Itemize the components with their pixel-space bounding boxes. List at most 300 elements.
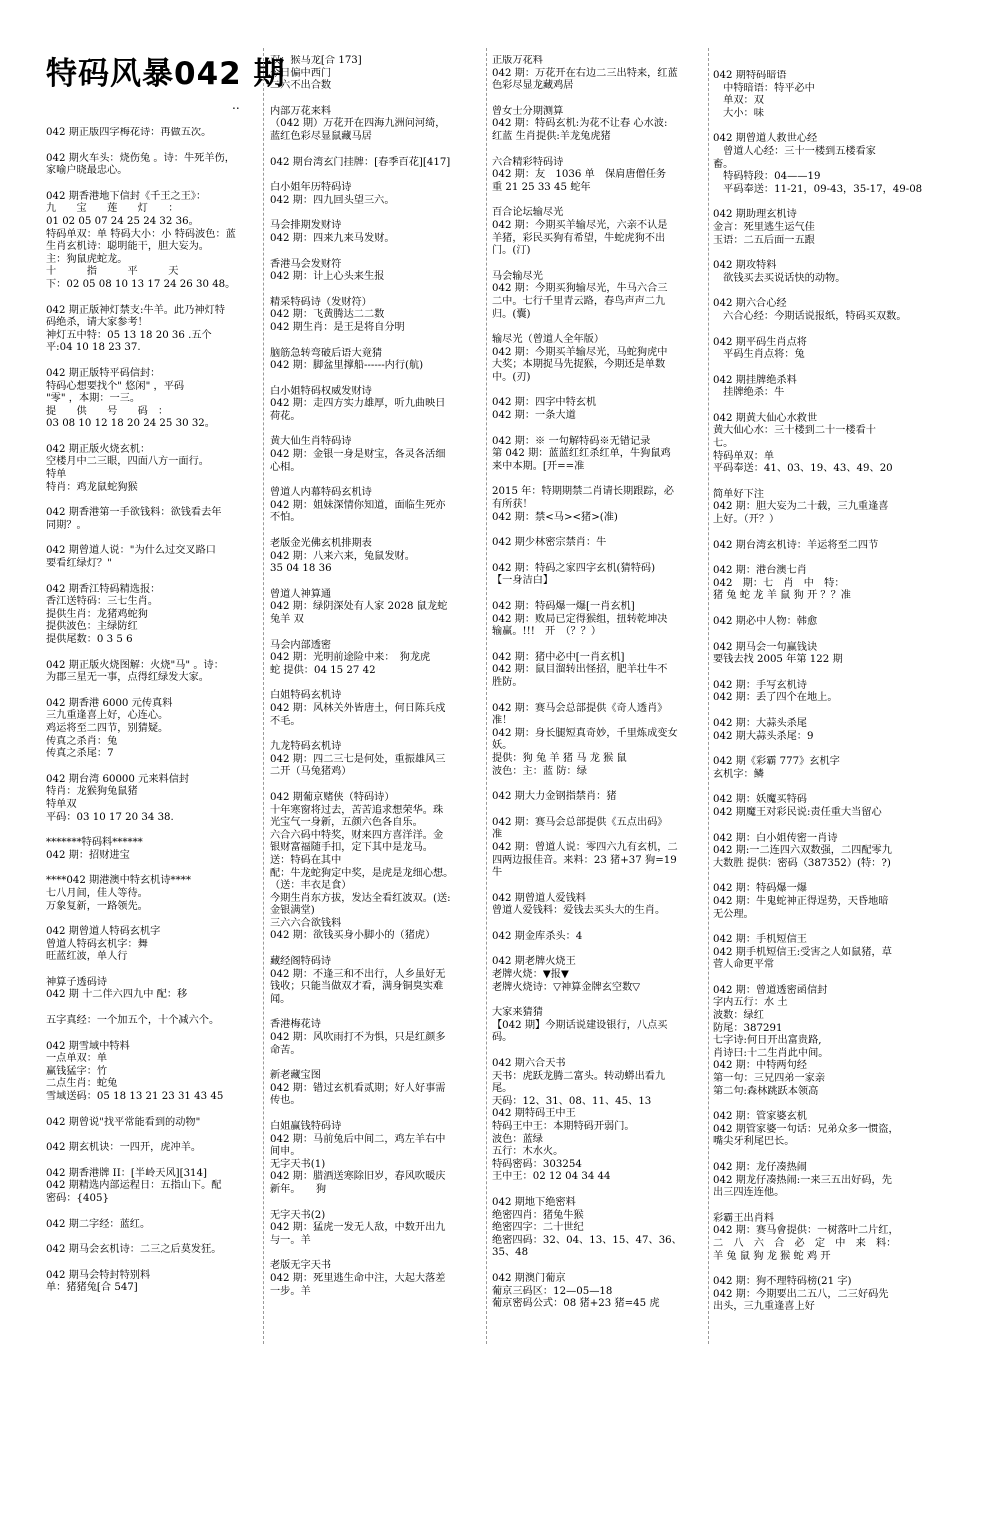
text-line: 042 期香江特码精选报： [46,583,161,595]
text-line: 042 期：中特两句经 [713,1060,807,1072]
text-line: 正版万花料 [492,55,543,66]
text-line: 042 期香港 6000 元传真料 [46,697,173,709]
text-line: 042 期马会一句赢钱诀 [713,641,818,653]
text-block [46,1270,259,1295]
text-block [492,106,702,144]
text-line: 双：猴马龙[合 173] [270,55,362,66]
text-line: 内部万花来料 [270,105,332,117]
text-line: 042 期香港第一手欲钱料：欲钱看去年 [46,507,222,519]
column-4 [713,70,923,1458]
text-line: 平码生肖点将：兔 [713,349,805,361]
text-line: 鸡运将至二四节，别猜疑。 [46,722,169,734]
text-line: 042 期曾道人特码玄机字 [46,926,161,938]
text-line: 042 期：狗不理特码榜(21 字) [713,1276,852,1288]
text-block [270,956,480,1006]
text-line: 042 期：港台澳七肖 [713,565,807,577]
text-line: 提 供 号 码 ： [46,405,169,417]
text-line: 光宝气一身新，五颜六色各自乐。 [270,817,423,829]
text-block [713,1111,923,1149]
text-line: 归。(囊) [492,308,531,320]
text-block [713,616,923,629]
text-line: 传真之杀尾：7 [46,748,114,760]
text-block [270,487,480,525]
text-line: 藏经阁特码诗 [270,956,332,968]
text-line: 传也。 [270,1095,301,1107]
text-block [270,157,480,170]
text-block [46,444,259,494]
text-line: 马会内部透密 [270,639,332,651]
text-block [713,985,923,1098]
text-line: 042 期：败局已定得猴组，扭转乾坤决 [492,613,668,625]
text-line: 生肖玄机诗：聪明能干，胆大妄为。 [46,241,209,253]
text-line: 准 [492,829,503,841]
text-line: 特单 [46,469,67,481]
text-line: 码。 [492,1032,513,1044]
text-block [492,956,702,994]
text-line: 平:04 10 18 23 37. [46,342,141,354]
text-line: 金银满堂) [270,905,315,917]
text-line: 042 期正版特平码信封： [46,367,161,379]
text-line: 042 期：妖魔买特码 [713,794,807,806]
text-line: 玄机字：鳞 [713,768,764,780]
text-line: 042 期管家婆一句话：兄弟众多一惯盗， [713,1123,899,1135]
text-line: 畜。 [713,158,734,170]
text-line: 老版金光佛玄机排期表 [270,538,372,550]
text-line: 特码单双：单 [713,450,775,462]
text-line: 特码密码：303254 [492,1158,582,1170]
text-line: 042 期：今期要出二五八，二三好码先 [713,1288,889,1300]
text-block [713,794,923,819]
text-line: 十年寒窗将过去，苦苦追求想荣华。珠 [270,804,444,816]
text-line: 今期生肖东方拔，发达全看红波双。(送: [270,892,451,904]
text-line: 王中王：02 12 04 34 44 [492,1171,611,1183]
text-line: 密码：{405} [46,1193,109,1204]
text-block [713,133,923,196]
text-line: 配：牛龙蛇狗定中奖，是虎是龙细心想。 [270,867,454,879]
text-line: 042 期：腊酒送寒除旧岁，春风吹暖庆 [270,1171,446,1183]
text-line: 五行：木水火。 [492,1146,564,1158]
text-block [46,977,259,1002]
text-block [270,1070,480,1108]
text-block [713,540,923,553]
text-block [270,106,480,144]
text-line: 042 期手机短信王:受害之人如鼠猪，草 [713,946,892,958]
text-line: 042 期攻特料 [713,260,777,272]
text-line: 嘴尖牙利尾巴长。 [713,1136,795,1148]
text-line: 黄大仙心水：三十楼到二十一楼看十 [713,425,876,437]
text-block [46,1015,259,1028]
text-line: 挂牌绝杀：牛 [713,387,785,399]
text-line: 042 期雪域中特料 [46,1040,130,1052]
text-line: 042 期：丢了四个在地上。 [713,692,838,704]
text-line: 042 期挂牌绝杀料 [713,374,797,386]
text-line: 下：02 05 08 10 13 17 24 26 30 48。 [46,278,236,290]
text-block [492,1058,702,1184]
text-block [713,642,923,667]
text-line: 简单好下注 [713,488,764,500]
text-line: 神算子透码诗 [46,976,108,988]
text-line: 042 期黄大仙心水救世 [713,412,818,424]
text-line: 第一句：三兄四弟一家亲 [713,1073,826,1085]
text-line: 042 期：赛马会总部提供《五点出码》 [492,816,668,828]
text-line: 金言：死里逃生运气佳 [713,221,815,233]
text-block [713,337,923,362]
text-line: 输尽光（曾道人全年版） [492,334,605,346]
text-line: ****042 期港澳中特玄机诗**** [46,875,191,887]
text-block [492,563,702,588]
text-line: 042 期六合心经 [713,298,787,310]
text-line: 042 期：风林关外皆唐土，何日陈兵戍 [270,702,446,714]
text-block [713,680,923,705]
text-block [270,182,480,207]
text-line: 曾道人神算通 [270,588,332,600]
text-block [46,774,259,824]
text-block [270,1210,480,1248]
text-line: 第二句:森林跳跃本领高 [713,1085,819,1097]
text-line: 特码王中王：本期特码开弱门。 [492,1121,635,1132]
text-block [492,55,702,93]
text-block [270,741,480,779]
text-line: 042 期：大蒜头杀尾 [713,717,807,729]
text-line: 香港梅花诗 [270,1019,321,1031]
text-line: 单：猪猪兔[合 547] [46,1282,138,1294]
text-line: 不毛。 [270,715,301,727]
text-block [46,926,259,964]
text-line: 马会输尽光 [492,270,543,282]
text-line: 03 08 10 12 18 20 24 25 30 32。 [46,418,215,430]
text-block [270,259,480,284]
text-line: 042 期：一条大道 [492,410,576,422]
text-line: 闻。 [270,993,291,1005]
text-block [492,271,702,321]
text-line: 大奖；本期捉马先捉猴，今期还是单数 [492,359,666,371]
text-line: 042 期：风吹雨打不为惧，只是红颜多 [270,1032,446,1044]
text-line: 红蓝 生肖提供:羊龙兔虎猪 [492,130,611,142]
text-line: 042 期少林密宗禁肖：牛 [492,537,607,549]
text-block [713,1276,923,1314]
text-line: 042 期香港地下信封《千王之王》： [46,190,207,202]
text-line: 主：狗鼠虎蛇龙。 [46,253,128,265]
text-line: 042 期：※ 一句解特码※无错记录 [492,435,651,447]
text-line: 35、48 [492,1247,529,1259]
text-line: 羊 兔 鼠 狗 龙 猴 蛇 鸡 开 [713,1250,831,1262]
column-1 [46,127,259,1515]
column-divider [708,48,709,1344]
text-line: 042 期：七 肖 中 特： [713,577,845,589]
text-block [46,127,259,140]
text-line: 042 期：不逢三和不出行，人乡虽好无 [270,968,446,980]
column-2 [270,55,480,1443]
text-line: 042 期：万花开在右边二三出特来，红蓝 [492,67,678,79]
text-block [492,537,702,550]
text-line: 平码：03 10 17 20 34 38. [46,811,174,823]
text-line: 心相。 [270,461,301,473]
text-block [46,698,259,761]
text-line: 二开（马兔猪鸡） [270,766,352,778]
text-line: 欲钱买去买说话快的动物。 [713,272,846,284]
text-line: 042 期曾道人爱钱料 [492,892,586,904]
text-line: 042 期：禁<马><猪>(准) [492,511,618,523]
text-block [270,690,480,728]
text-line: 万象复新，一路领先。 [46,900,148,912]
text-line: 042 期：手写玄机诗 [713,679,807,691]
text-line: 042 期：走四方实力雄厚，听九曲映日 [270,398,446,410]
text-line: 042 期正版神灯禁支:牛羊。此乃神灯特 [46,304,225,316]
text-line: 三六六合欲钱料 [270,917,342,929]
text-block [713,298,923,323]
text-line: 042 期助理玄机诗 [713,209,797,221]
text-line: 兔羊 双 [270,614,304,625]
text-block [713,756,923,781]
text-block [492,1273,702,1311]
text-line: 精采特码诗（发财符） [270,296,372,308]
text-line: 042 期：错过玄机看贰期；好人好事需 [270,1082,446,1094]
text-line: 葡京三码区：12—05—18 [492,1285,613,1297]
text-line: 家喻户晓最忠心。 [46,165,128,177]
text-block [270,220,480,245]
text-block [492,652,702,690]
text-line: 042 期：飞黄腾达二二数 [270,309,385,321]
text-line: 出三四连连他。 [713,1187,785,1199]
text-block [713,413,923,476]
text-block [270,538,480,576]
text-line: 042 期：赛马会总部提供《奇人透肖》 [492,702,668,714]
text-block [713,489,923,527]
text-block [713,883,923,921]
text-line: 雪域送码：05 18 13 21 23 31 43 45 [46,1091,224,1103]
text-line: 白姐特码玄机诗 [270,690,342,702]
text-line: 老牌火烧：▼报▼ [492,969,569,981]
text-line: 羊猪，彩民买狗有希望，牛蛇虎狗不出 [492,232,666,244]
text-line: 一步。羊 [270,1285,311,1297]
text-block [270,436,480,474]
text-block [46,660,259,685]
text-line: 上好。（开？） [713,514,780,526]
text-line: 042 期：招财进宝 [46,849,130,861]
text-line: *******特码料****** [46,837,143,849]
text-line: 042 期：姐妹深情你知道，面临生死亦 [270,499,446,511]
text-line: 042 期龙仔凑热闹:一来三五出好码，先 [713,1174,892,1186]
text-line: 蓝红色彩尽显鼠藏马居 [270,130,372,142]
text-line: 特码单双：单 特码大小：小 特码波色：蓝 [46,228,236,240]
text-line: 绝密四字：二十世纪 [492,1222,584,1234]
text-line: 042 期:一二连四六双数强，二四配零九 [713,845,892,857]
text-line: 042 期大蒜头杀尾：9 [713,730,814,742]
text-line: 【一身洁白】 [492,575,554,587]
text-block [492,397,702,422]
text-line: 042 期正版四字梅花诗：再做五次。 [46,127,212,138]
text-line: 十 指 平 天 [46,266,179,278]
text-line: 不怕。 [270,512,301,524]
text-line: 九龙特码玄机诗 [270,741,342,753]
text-line: 042 期：友 1036 单 保肩唐僧任务 [492,169,667,181]
text-line: 六合六码中特奖，财来四方喜洋洋。金 [270,829,444,841]
text-line: 单双：双 [713,95,764,107]
text-line: 钱收；只能当做双才看，满身铜臭实难 [270,981,444,993]
text-line: 042 期火车头：烧伤兔 。诗：牛死羊伤， [46,152,235,164]
text-block [492,791,702,804]
text-line: 2015 年：特期期禁二肖请长期跟踪，必 [492,486,674,498]
text-line: 042 期平码生肖点将 [713,336,807,348]
text-line: 空楼月中二三眼，四面八方一面行。 [46,456,209,468]
text-line: 中特暗语：特平必中 [713,82,815,94]
text-block [270,1121,480,1197]
text-line: 葡京密码公式：08 猪+23 猪=45 虎 [492,1298,660,1310]
text-block [46,1244,259,1257]
text-block [713,260,923,285]
text-line: 绝密四码：32、04、13、15、47、36、 [492,1234,682,1246]
text-line: 042 期《彩霸 777》玄机字 [713,756,840,768]
text-line: 【042 期】今期话说建设银行，八点买 [492,1019,668,1031]
text-line: 门。(汀) [492,245,531,257]
text-line: 中。(刃) [492,371,531,383]
text-line: 神灯五中特：05 13 18 20 36 .五个 [46,329,212,341]
text-block [492,1007,702,1045]
text-line: 曾道人心经：三十一楼到五楼看家 [713,145,876,157]
text-line: 脑筋急转弯破后语大竟猜 [270,347,383,359]
text-line: 042 期必中人物：韩愈 [713,616,818,627]
text-block [492,1197,702,1260]
text-line: 042 期：身长腿短真奇妙，千里炼成变女 [492,727,678,739]
text-block [46,545,259,570]
text-line: 送：特码在其中 [270,854,342,866]
text-line: 042 期大力金钢指禁肖：猪 [492,791,617,803]
text-line: 042 期：管家婆玄机 [713,1111,807,1123]
text-block [713,375,923,400]
text-line: 银财富福随手扣，定下其中是龙马。 [270,842,433,854]
text-line: 二六不出合数 [270,80,332,92]
text-line: 无字天书(1) [270,1158,326,1170]
text-block [713,209,923,247]
text-line: 色彩尽显龙藏鸡居 [492,80,574,92]
text-line: 042 期曾说"找平常能看到的动物" [46,1116,201,1128]
text-line: 无字天书(2) [270,1209,326,1221]
text-line: 大家来猜猜 [492,1007,543,1019]
text-line: 七八月间，佳人等待。 [46,887,148,899]
text-line: 命苦。 [270,1044,301,1056]
column-divider [486,48,487,1344]
text-line: 042 期：胆大妄为二十载，三九重逢喜 [713,501,889,513]
text-block [46,837,259,862]
text-line: 35 04 18 36 [270,563,332,575]
text-line: 天书：虎跃龙腾二富头。转动蟒出看九 [492,1070,666,1082]
text-line: 042 期二字经：蓝红。 [46,1218,151,1230]
text-block [46,153,259,178]
text-line: 四两边报佳音。来料：23 猪+37 狗=19 [492,854,677,866]
text-line: 肖诗曰:十二生肖此中间。 [713,1047,829,1059]
text-line: 玉语：二五后面一五跟 [713,234,815,246]
text-block [46,368,259,431]
text-line: 提供生肖：龙猪鸡蛇狗 [46,608,148,620]
text-line: 042 期：四二三七是何处，重振雄风三 [270,753,446,765]
text-line: 042 期：牛鬼蛇神正得逞势，天昏地暗 [713,895,889,907]
text-block [270,386,480,424]
text-line: 有所获！ [492,499,533,511]
text-line: "零" ，本期：一三。 [46,393,141,405]
text-line: 01 02 05 07 24 25 24 32 36。 [46,215,199,227]
text-line: 天码：12、31、08、11、45、13 [492,1095,652,1107]
text-line: 042 期地下绝密料 [492,1196,576,1208]
text-line: 第 042 期：蓝蓝红红杀红单，牛狗鼠鸡 [492,448,671,460]
text-line: 042 期：绿阴深处有人家 2028 鼠龙蛇 [270,601,448,613]
text-line: 042 期马会特封特别料 [46,1269,151,1281]
text-block [492,601,702,639]
text-line: 042 期：八来六来，兔鼠发财。 [270,550,415,562]
text-line: 042 期 十二伴六四九中 配：移 [46,989,188,1001]
text-line: 百合论坛输尽光 [492,207,564,219]
text-line: 菅人命更平常 [713,959,775,971]
text-line: 曾道人爱钱料：爱钱去买头大的生肖。 [492,905,666,917]
text-block [46,1117,259,1130]
title-dots: .. [232,98,240,112]
text-line: 042 期：今期买狗输尽光，牛马六合三 [492,283,668,295]
text-line: 042 期：特码爆一爆 [713,883,807,895]
text-line: 二中。七行千里青云路，春鸟声声二九 [492,295,666,307]
page-title: 特码风暴042 期 [46,56,286,92]
text-line: 尾。 [492,1083,513,1095]
text-line: 042 期：白小姐传密一肖诗 [713,832,838,844]
text-line: 间申。 [270,1146,301,1158]
text-line: 042 期葡京赌侠（特码诗） [270,791,395,803]
text-block [46,1168,259,1206]
text-line: 准！ [492,715,513,727]
text-line: 042 期玄机诀：一四开，虎冲羊。 [46,1142,202,1154]
text-line: 大数胜 提供：密码（387352）(特：?) [713,857,891,869]
text-line: 042 期台湾玄门挂牌：[春季百花][417] [270,156,451,168]
text-line: 妖。 [492,740,513,752]
text-block [270,589,480,627]
text-line: （送：丰衣足食） [270,880,352,892]
text-block [46,507,259,532]
text-block [270,1019,480,1057]
text-line: 曾女士分期测算 [492,105,564,117]
text-line: 九 宝 莲 灯 ： [46,203,179,215]
text-line: 042 期马会玄机诗：二三之后莫发狂。 [46,1244,222,1256]
text-block [492,157,702,195]
text-line: 042 期台湾玄机诗：羊运将至二四节 [713,539,879,551]
text-line: 老牌火烧诗：▽神算金牌玄空数▽ [492,981,641,993]
text-line: 老版无字天书 [270,1260,332,1272]
text-line: 042 期魔王对彩民说:责任重大当留心 [713,806,882,818]
text-line: 042 期：曾道人说：零四六九有玄机，二 [492,841,678,853]
text-block [492,703,702,779]
text-line: 042 期：手机短信王 [713,934,807,946]
text-line: 旺蓝红波，单人行 [46,951,128,963]
column-divider [263,48,264,1344]
text-line: 042 期正版火烧图解：火烧"马" 。诗： [46,659,224,671]
text-line: 042 期：今期买羊输尽光，六亲不认是 [492,219,668,231]
text-line: 042 期：特码爆一爆[一肖玄机] [492,601,635,612]
text-line: 042 期：光明前途险中来： 狗龙虎 [270,652,431,664]
text-block [492,436,702,474]
text-line: 赢钱猛字：竹 [46,1065,108,1077]
text-line: 为郡三星无一事，点得红绿发大家。 [46,672,209,684]
text-block [713,718,923,743]
text-block [270,1260,480,1298]
text-line: 与一。羊 [270,1234,311,1246]
text-line: 荷花。 [270,410,301,422]
text-line: 白小姐年历特码诗 [270,182,352,194]
text-block [46,875,259,913]
text-line: 042 期：欲钱买身小脚小的（猪虎） [270,930,436,942]
text-line: 042 期：鼠目溜转出怪招，肥羊壮牛不 [492,664,668,676]
text-block [46,584,259,647]
text-line: 042 期：猛虎一发无人敌，中数开出九 [270,1222,446,1234]
text-line: 042 期：特码之家四字玄机(猜特码) [492,562,656,574]
text-line: 输赢。!!! 开 （？？） [492,626,602,638]
text-line: 无公理。 [713,908,754,920]
text-line: 042 期：计上心头来生报 [270,271,385,283]
